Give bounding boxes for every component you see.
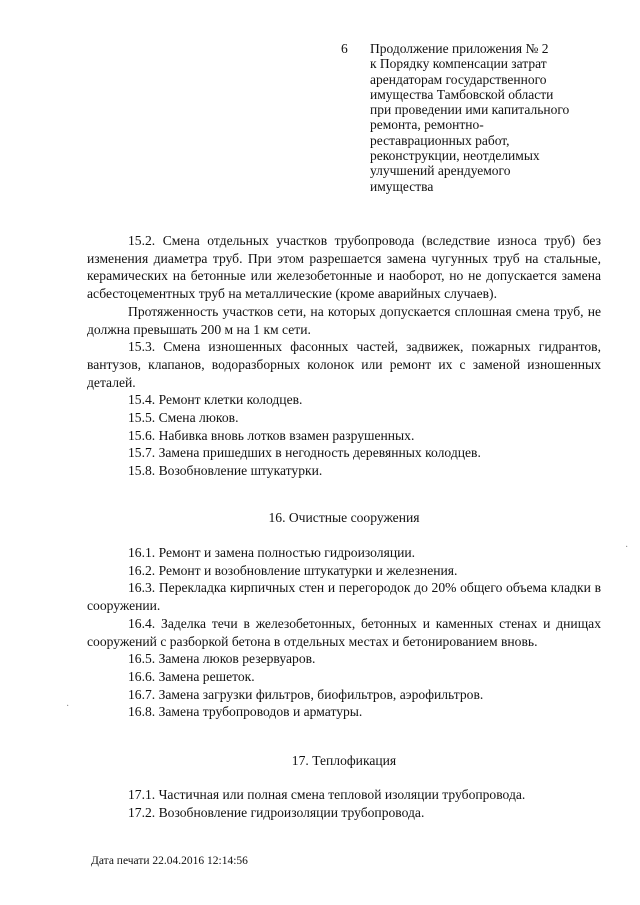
paragraph-15-8: 15.8. Возобновление штукатурки.	[128, 463, 323, 479]
paragraph-16-7: 16.7. Замена загрузки фильтров, биофильтров, аэрофильтров.	[128, 686, 484, 702]
paragraph-17-2: 17.2. Возобновление гидроизоляции трубопровода.	[128, 804, 425, 820]
header-line: при проведении ими капитального	[370, 102, 570, 118]
header-line: имущества	[370, 178, 434, 194]
header-line: к Порядку компенсации затрат	[370, 56, 547, 72]
header-line: Продолжение приложения № 2	[370, 41, 549, 56]
paragraph-15-5: 15.5. Смена люков.	[128, 410, 239, 426]
paragraph-15-3: 15.3. Смена изношенных фасонных частей, задвижек, пожарных гидрантов, вантузов, клапанов, водоразборных колонок или ремонт их с заменой изношенных деталей.	[87, 339, 601, 390]
section-16-body	[87, 544, 601, 721]
section-15-body	[87, 232, 601, 480]
header-line: реставрационных работ,	[370, 132, 510, 148]
paragraph-16-2: 16.2. Ремонт и возобновление штукатурки и железнения.	[128, 562, 458, 578]
paragraph-16-8: 16.8. Замена трубопроводов и арматуры.	[128, 704, 363, 720]
paragraph-15-4: 15.4. Ремонт клетки колодцев.	[128, 392, 303, 408]
header-line: улучшений арендуемого	[370, 163, 511, 179]
paragraph-17-1: 17.1. Частичная или полная смена тепловой изоляции трубопровода.	[128, 787, 526, 802]
paragraph-16-6: 16.6. Замена решеток.	[128, 668, 255, 684]
header-line: реконструкции, неотделимых	[370, 148, 540, 164]
scan-speck: ·	[625, 542, 629, 553]
paragraph-network-length: Протяженность участков сети, на которых допускается сплошная смена труб, не должна превышать 200 м на 1 км сети.	[87, 303, 601, 337]
paragraph-15-6: 15.6. Набивка вновь лотков взамен разрушенных.	[128, 427, 415, 443]
section-16-title: 16. Очистные сооружения	[268, 510, 420, 525]
header-line: арендаторам государственного	[370, 71, 547, 87]
paragraph-16-4: 16.4. Заделка течи в железобетонных, бетонных и каменных стенах и днищах сооружений с разборкой бетона в отдельных местах и бетонированием вновь.	[87, 615, 601, 649]
header-line: имущества Тамбовской области	[370, 86, 554, 102]
print-date: Дата печати 22.04.2016 12:14:56	[91, 855, 248, 867]
section-17-body	[87, 786, 601, 821]
paragraph-16-5: 16.5. Замена люков резервуаров.	[128, 651, 316, 667]
paragraph-15-7: 15.7. Замена пришедших в негодность деревянных колодцев.	[128, 445, 481, 461]
section-17-title: 17. Теплофикация	[291, 753, 397, 768]
header-line: ремонта, ремонтно-	[370, 117, 484, 133]
appendix-header	[370, 41, 610, 194]
paragraph-15-2: 15.2. Смена отдельных участков трубопровода (вследствие износа труб) без изменения диаметра труб. При этом разрешается замена чугунных труб на стальные, керамических на бетонные или железобетонные и наоборот, но не допускается замена асбестоцементных труб на металлические (кроме аварийных случаев).	[87, 233, 601, 302]
paragraph-16-1: 16.1. Ремонт и замена полностью гидроизоляции.	[128, 545, 416, 560]
scan-speck: ·	[66, 701, 70, 712]
page-number: 6	[341, 41, 348, 56]
paragraph-16-3: 16.3. Перекладка кирпичных стен и перегородок до 20% общего объема кладки в сооружении.	[87, 580, 601, 614]
